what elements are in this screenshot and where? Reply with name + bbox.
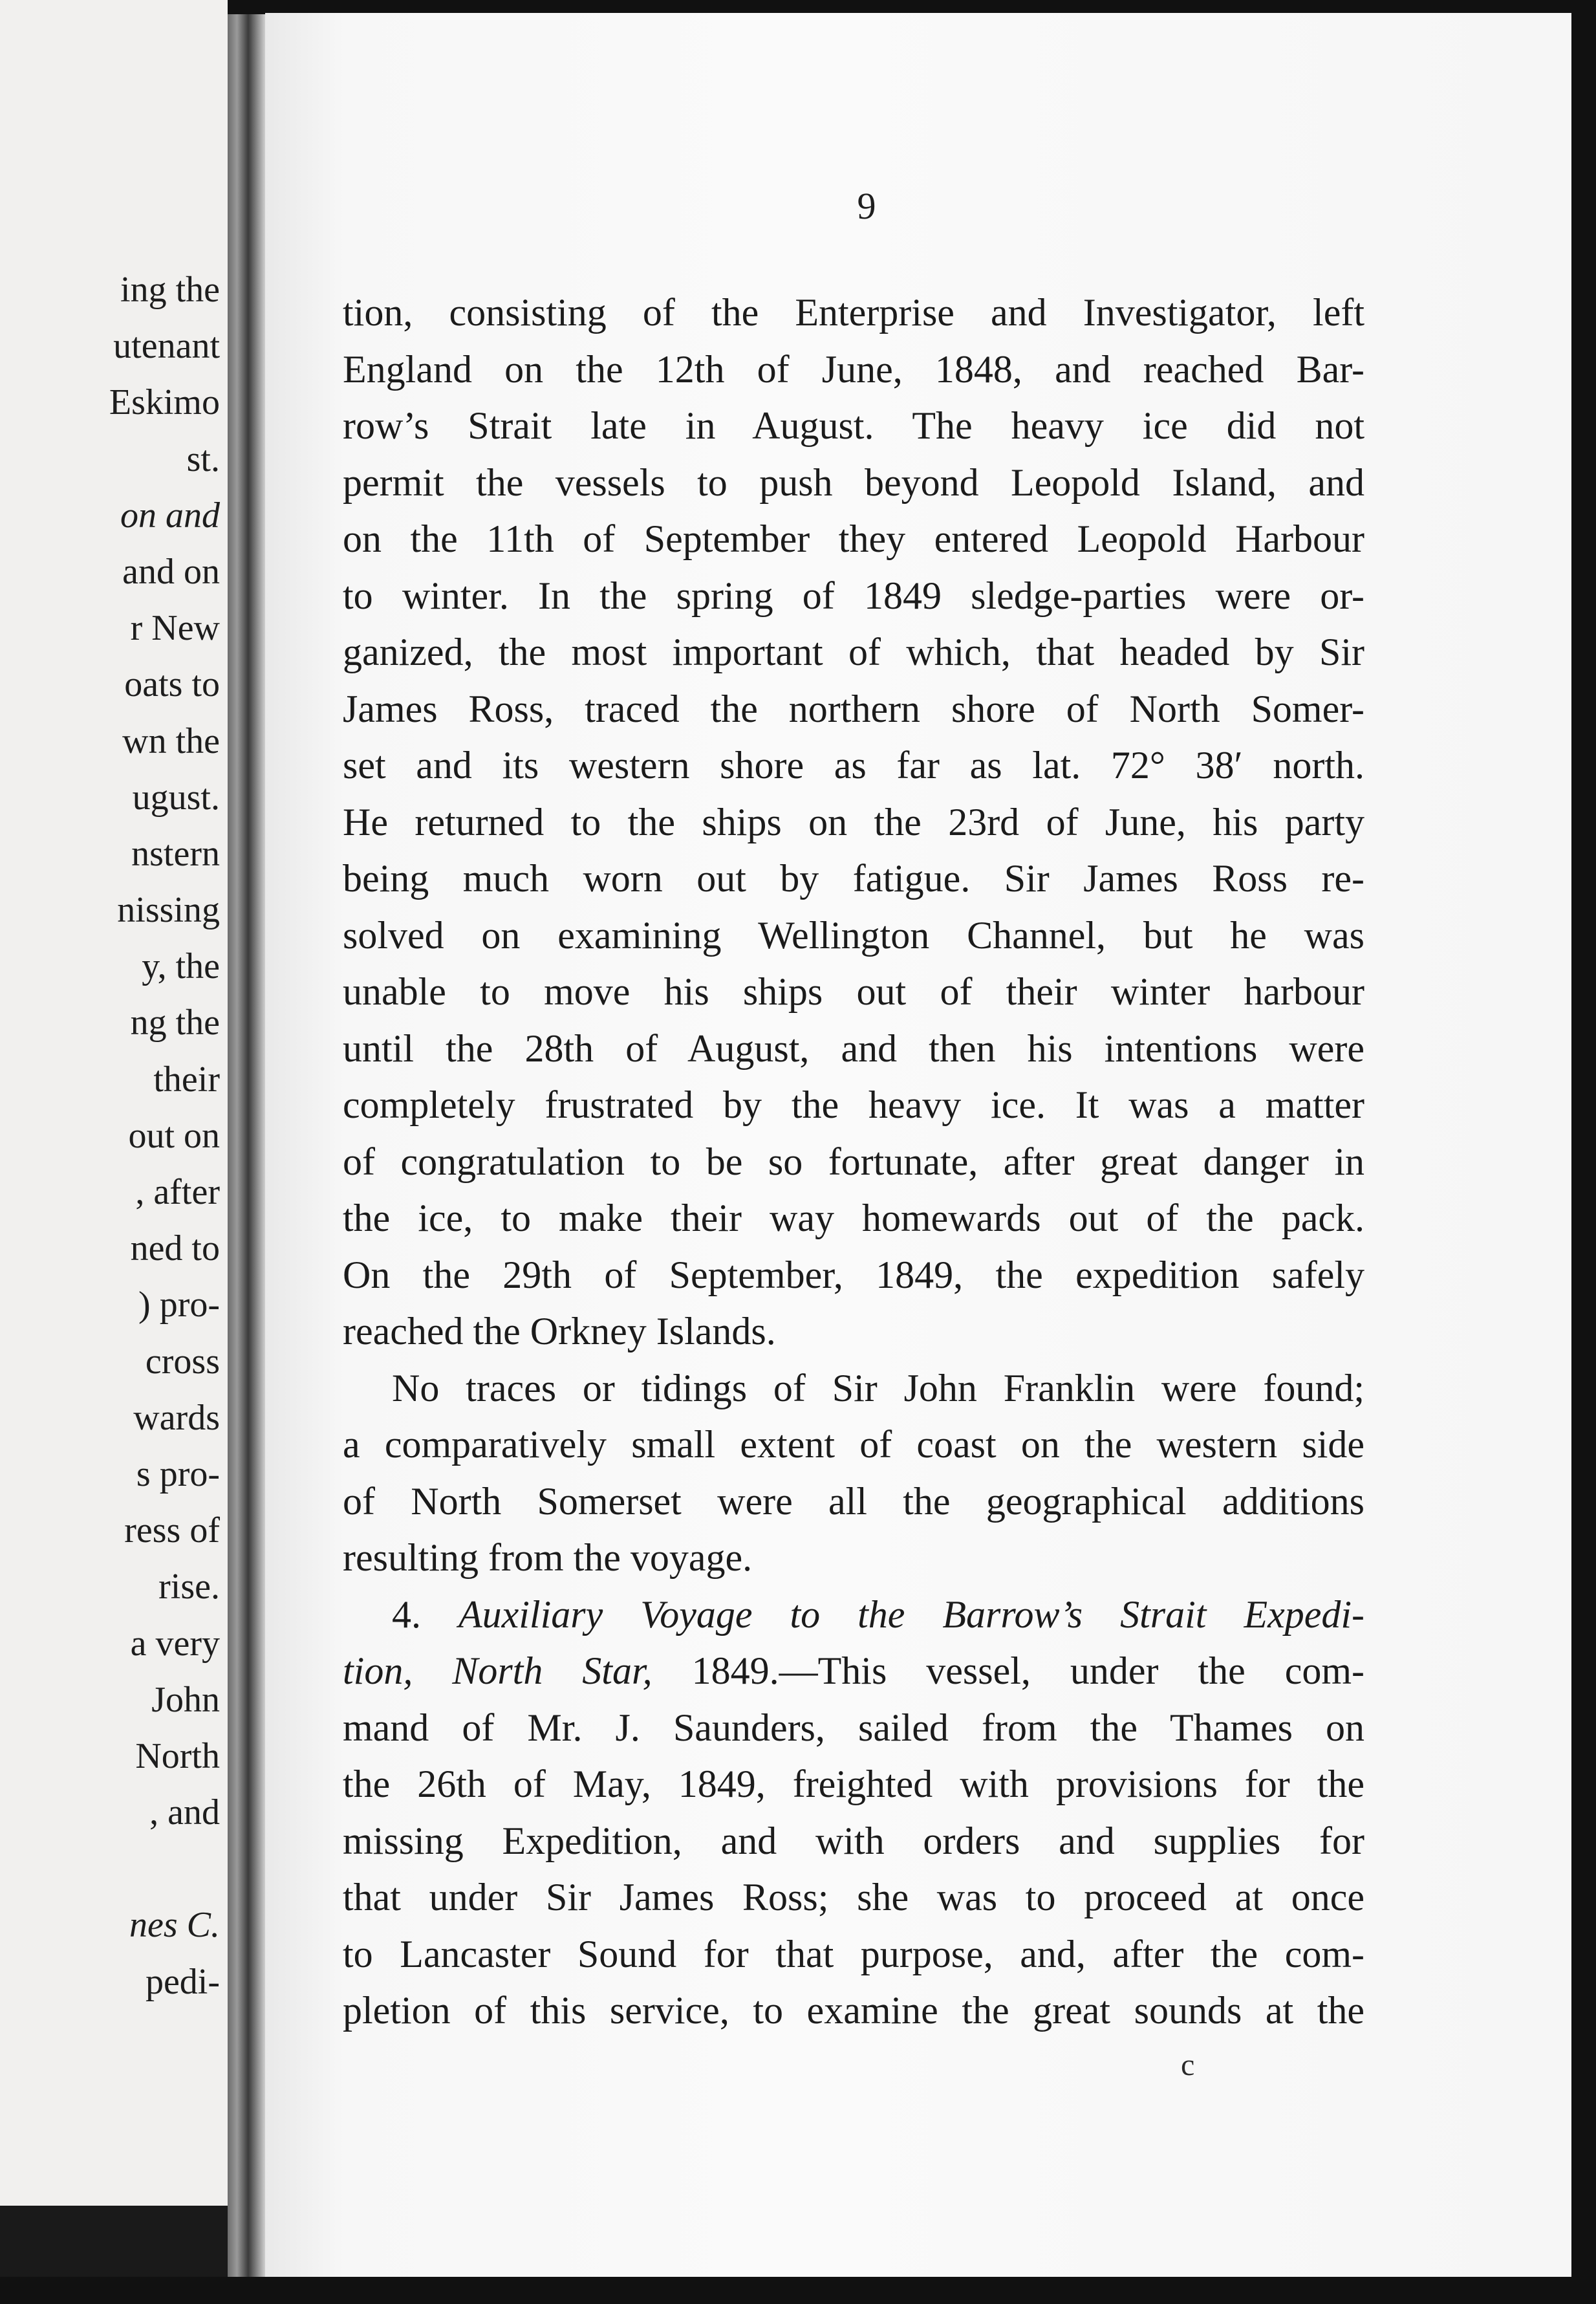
section-heading-line [343,1587,1364,1644]
section-number: 4. [392,1592,458,1636]
left-page-line: ress of [124,1510,220,1551]
section-text-start: 1849.—This vessel, under the com- [652,1649,1365,1692]
left-page-line: r New [130,608,220,649]
left-page-line: and on [122,551,220,592]
text-line: a comparatively small extent of coast on the western side [343,1423,1364,1466]
text-line: mand of Mr. J. Saunders, sailed from the Thames on [343,1706,1364,1749]
left-facing-page [0,0,228,2206]
section-title-continuation: tion, North Star, [343,1649,652,1692]
text-line: the 26th of May, 1849, freighted with provisions for the [343,1763,1364,1805]
text-line: completely frustrated by the heavy ice. It was a matter [343,1083,1364,1126]
left-page-line: pedi- [145,1961,220,2002]
text-line: On the 29th of September, 1849, the expedition safely [343,1253,1364,1296]
bottom-scan-edge [0,2277,1596,2304]
top-scan-edge [228,0,1596,14]
left-page-line: st. [186,439,220,479]
text-line: He returned to the ships on the 23rd of June, his party [343,800,1364,843]
left-page-line: nissing [117,890,220,931]
text-line: solved on examining Wellington Channel, but he was [343,913,1364,957]
section-title: Auxiliary Voyage to the Barrow’s Strait Expedi- [458,1592,1365,1636]
left-page-line: rise. [158,1567,220,1607]
right-scan-edge [1571,0,1596,2304]
left-page-line: nstern [131,833,220,874]
text-line: of congratulation to be so fortunate, after great danger in [343,1140,1364,1183]
left-page-line: y, the [142,946,220,987]
text-line: the ice, to make their way homewards out of the pack. [343,1197,1364,1239]
text-line: No traces or tidings of Sir John Franklin were found; [392,1366,1364,1409]
left-page-line: wn the [122,721,220,761]
left-page-line [109,1841,220,1897]
text-line: of North Somerset were all the geographical additions [343,1479,1364,1523]
signature-mark: c [1181,2048,1195,2082]
text-line: ganized, the most important of which, that headed by Sir [343,631,1364,673]
text-line: row’s Strait late in August. The heavy ice did not [343,404,1364,447]
text-line: that under Sir James Ross; she was to proceed at once [343,1876,1364,1918]
text-line: permit the vessels to push beyond Leopold Island, and [343,461,1364,504]
text-line: being much worn out by fatigue. Sir James Ross re- [343,857,1364,900]
left-page-line: cross [145,1341,220,1382]
left-page-line: ing the [120,270,220,310]
left-page-line: ned to [130,1228,220,1269]
text-line: set and its western shore as far as lat. 72° 38′ north. [343,744,1364,787]
text-line: England on the 12th of June, 1848, and reached Bar- [343,347,1364,391]
section-heading-continuation [343,1643,1364,1700]
page-number: 9 [857,185,876,227]
left-page-line: ng the [130,1003,220,1043]
left-page-line: out on [128,1115,220,1156]
text-line: missing Expedition, and with orders and supplies for [343,1819,1364,1862]
text-line: to Lancaster Sound for that purpose, and, after the com- [343,1932,1364,1975]
text-line: to winter. In the spring of 1849 sledge-parties were or- [343,574,1364,617]
text-line: until the 28th of August, and then his intentions were [343,1027,1364,1070]
left-page-line: utenant [113,326,220,367]
left-page-line: s pro- [136,1453,220,1494]
left-page-line: oats to [124,664,220,705]
text-line: reached the Orkney Islands. [343,1310,776,1353]
text-line: pletion of this service, to examine the great sounds at the [343,1989,1364,2032]
text-line: tion, consisting of the Enterprise and Investigator, left [343,291,1364,334]
left-page-line: , after [135,1172,220,1212]
left-page-line: nes C. [129,1905,220,1946]
left-page-line: ugust. [132,777,220,818]
left-page-line: on and [120,495,220,536]
left-page-line: North [135,1735,220,1776]
book-gutter [228,0,265,2304]
left-page-line: wards [133,1397,220,1438]
text-line: unable to move his ships out of their winter harbour [343,970,1364,1013]
left-page-text [109,262,220,2010]
left-page-line: ) pro- [138,1285,220,1325]
left-page-line: their [153,1059,220,1100]
text-line: James Ross, traced the northern shore of North Somer- [343,687,1364,730]
left-page-line: a very [130,1623,220,1664]
text-line: resulting from the voyage. [343,1536,753,1579]
left-page-line: , and [149,1792,220,1833]
left-page-line: Eskimo [109,382,220,423]
text-line: on the 11th of September they entered Leopold Harbour [343,517,1364,560]
left-page-line: John [151,1679,220,1720]
right-page-text [343,285,1364,2039]
